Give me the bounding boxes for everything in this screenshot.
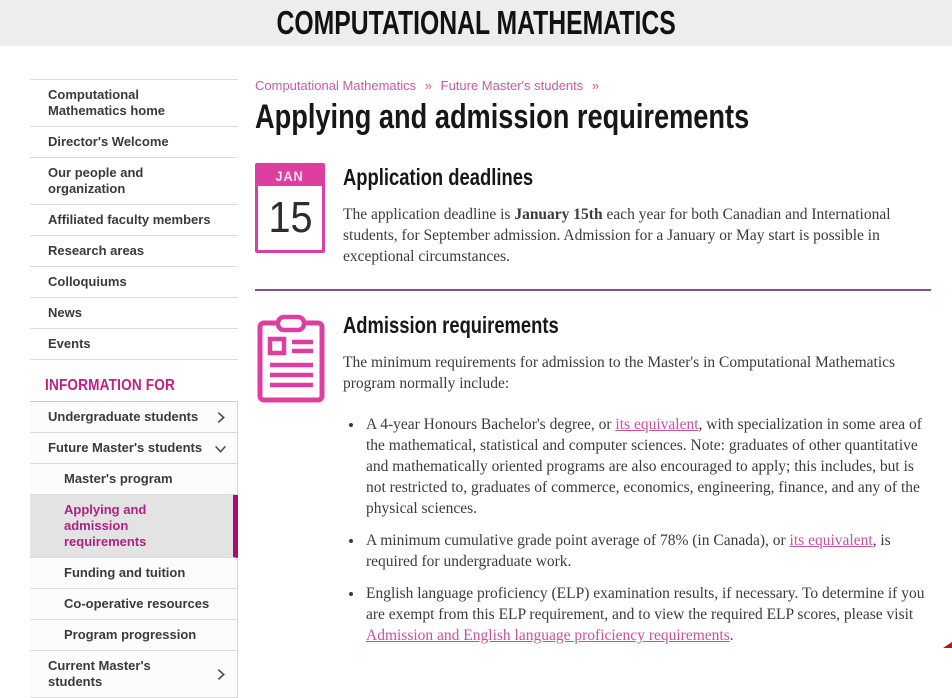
sidebar-item-cooperative-resources[interactable]: Co-operative resources [30, 589, 237, 620]
sidebar-item-funding-tuition[interactable]: Funding and tuition [30, 558, 237, 589]
breadcrumb-separator: » [591, 78, 600, 93]
sidebar-item-home[interactable]: Computational Mathematics home [30, 80, 238, 127]
requirement-degree: • A 4-year Honours Bachelor's degree, or its equivalent, with specialization in some area of the mathematical, statistical and computer sciences. Note: graduates of other quantitative and mathematically oriented programs are also encouraged to apply; this includes, but is not restricted to, graduates of commerce, economics, engineering, finance, and any of the physical sciences. [364, 414, 931, 519]
corner-fragment [943, 642, 952, 648]
breadcrumb-link-future-masters[interactable]: Future Master's students [440, 78, 584, 93]
sidebar-item-undergraduate-students[interactable]: Undergraduate students [30, 402, 237, 433]
requirement-elp: • English language proficiency (ELP) examination results, if necessary. To determine if you are exempt from this ELP requirement, and to view the required ELP scores, please visit Admission and English language proficiency requirements. [364, 583, 931, 646]
sidebar-item-program-progression[interactable]: Program progression [30, 620, 237, 651]
main-content [255, 78, 931, 657]
page-title: Applying and admission requirements [255, 98, 750, 136]
site-title: COMPUTATIONAL MATHEMATICS [276, 4, 676, 41]
its-equivalent-link[interactable]: its equivalent [789, 532, 873, 549]
chevron-right-icon [214, 668, 227, 685]
sidebar-item-people-organization[interactable]: Our people and organization [30, 158, 238, 205]
section-divider [255, 289, 931, 291]
sidebar-item-news[interactable]: News [30, 298, 238, 329]
sidebar-item-applying-admission-active[interactable]: Applying and admission requirements [30, 495, 238, 558]
sidebar-item-masters-program[interactable]: Master's program [30, 464, 237, 495]
sidebar-main-list [30, 79, 238, 360]
clipboard-icon [255, 309, 327, 657]
admission-requirements-heading: Admission requirements [343, 312, 559, 338]
sidebar-item-affiliated-faculty[interactable]: Affiliated faculty members [30, 205, 238, 236]
deadline-date-bold: January 15th [514, 206, 603, 223]
information-for-menu [30, 402, 238, 698]
admission-intro-paragraph: The minimum requirements for admission to the Master's in Computational Mathematics program normally include: [343, 354, 896, 392]
sidebar-item-current-masters-students[interactable]: Current Master's students [30, 651, 237, 698]
sidebar-item-future-masters-students[interactable]: Future Master's students [30, 433, 237, 464]
sidebar-item-events[interactable]: Events [30, 329, 238, 360]
sidebar-item-colloquiums[interactable]: Colloquiums [30, 267, 238, 298]
sidebar-nav [30, 79, 238, 698]
breadcrumb-separator: » [424, 78, 432, 93]
application-deadlines-section [255, 161, 931, 267]
chevron-down-icon [214, 442, 227, 459]
breadcrumb-link-home[interactable]: Computational Mathematics [255, 78, 417, 93]
calendar-day-label: 15 [267, 193, 313, 242]
information-for-heading: INFORMATION FOR [30, 373, 238, 402]
sidebar-item-research-areas[interactable]: Research areas [30, 236, 238, 267]
application-deadlines-paragraph: The application deadline is January 15th each year for both Canadian and International students, for September admission. Admission for a January or May start is possible in exceptional circumstances. [343, 206, 891, 265]
its-equivalent-link[interactable]: its equivalent [615, 416, 699, 433]
chevron-right-icon [214, 411, 227, 428]
calendar-icon [255, 161, 327, 267]
calendar-month-label: JAN [276, 168, 304, 184]
elp-requirements-link[interactable]: Admission and English language proficiency requirements [366, 627, 730, 644]
breadcrumb [255, 78, 931, 93]
admission-requirements-section [255, 309, 931, 657]
admission-requirements-list [343, 414, 931, 646]
requirement-gpa: • A minimum cumulative grade point average of 78% (in Canada), or its equivalent, is required for undergraduate work. [364, 530, 931, 572]
sidebar-item-directors-welcome[interactable]: Director's Welcome [30, 127, 238, 158]
application-deadlines-heading: Application deadlines [343, 164, 534, 190]
site-header [0, 0, 952, 46]
